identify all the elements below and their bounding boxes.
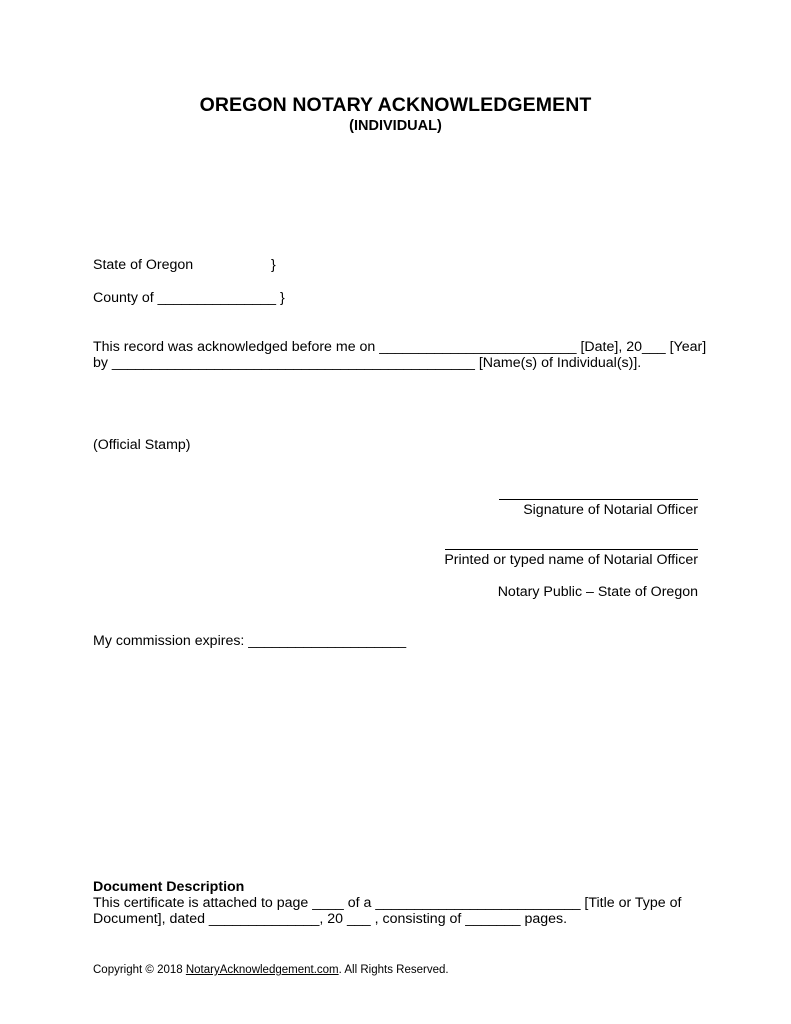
commission-expires-line: My commission expires: ____________________ xyxy=(93,633,407,649)
state-brace: } xyxy=(271,257,276,273)
county-line: County of _______________ } xyxy=(93,290,285,306)
document-description-line-1: This certificate is attached to page ____ of a __________________________ [Title or Type of xyxy=(93,895,682,911)
copyright-suffix: . All Rights Reserved. xyxy=(338,964,449,976)
document-subtitle: (INDIVIDUAL) xyxy=(349,118,442,134)
signature-line xyxy=(499,499,698,500)
document-description-heading: Document Description xyxy=(93,879,245,895)
official-stamp-label: (Official Stamp) xyxy=(93,437,191,453)
acknowledgement-line-2: by ______________________________________________ [Name(s) of Individual(s)]. xyxy=(93,355,642,371)
printed-name-label: Printed or typed name of Notarial Officer xyxy=(444,552,698,568)
copyright-footer xyxy=(93,964,449,976)
document-description-line-2: Document], dated ______________, 20 ___ , consisting of _______ pages. xyxy=(93,911,568,927)
document-title: OREGON NOTARY ACKNOWLEDGEMENT xyxy=(199,94,592,116)
notary-title-label: Notary Public – State of Oregon xyxy=(497,584,698,600)
printed-name-line xyxy=(445,549,698,550)
copyright-prefix: Copyright © 2018 xyxy=(93,964,186,976)
signature-label: Signature of Notarial Officer xyxy=(523,502,698,518)
acknowledgement-line-1: This record was acknowledged before me on _________________________ [Date], 20___ [Year] xyxy=(93,339,707,355)
state-label: State of Oregon xyxy=(93,257,194,273)
website-link[interactable]: NotaryAcknowledgement.com xyxy=(185,964,339,976)
